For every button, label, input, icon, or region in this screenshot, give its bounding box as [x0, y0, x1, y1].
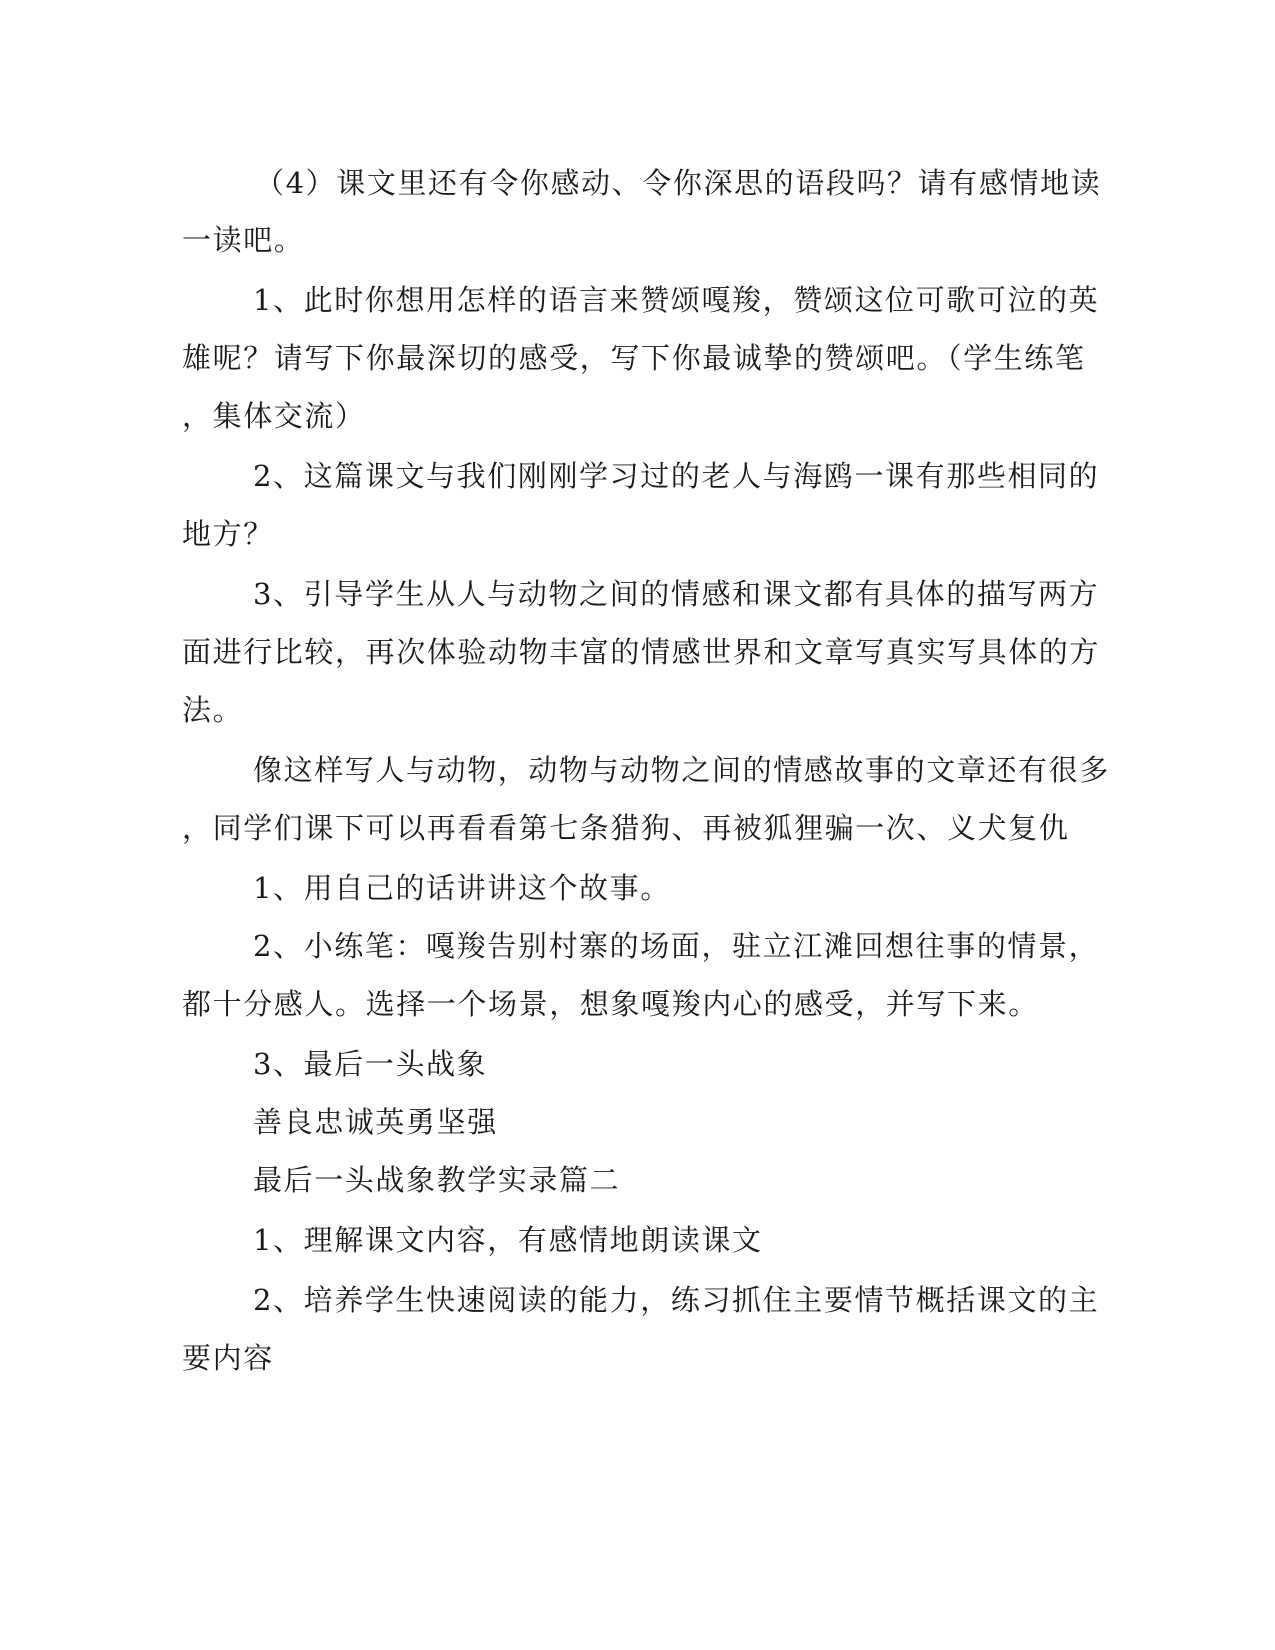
text-line: 最后一头战象教学实录篇二	[253, 1163, 621, 1197]
text-line: 都十分感人。选择一个场景，想象嘎羧内心的感受，并写下来。	[182, 987, 1039, 1021]
text-line: 2、这篇课文与我们刚刚学习过的老人与海鸥一课有那些相同的	[253, 459, 1100, 493]
text-line: 像这样写人与动物，动物与动物之间的情感故事的文章还有很多	[253, 753, 1110, 787]
text-line: 1、用自己的话讲讲这个故事。	[253, 871, 671, 905]
text-line: 要内容	[182, 1341, 274, 1375]
text-line: 1、此时你想用怎样的语言来赞颂嘎羧，赞颂这位可歌可泣的英	[253, 283, 1100, 317]
text-line: 3、引导学生从人与动物之间的情感和课文都有具体的描写两方	[253, 577, 1100, 611]
text-line: 法。	[182, 693, 244, 727]
text-line: 善良忠诚英勇坚强	[253, 1105, 498, 1139]
text-line: 雄呢？请写下你最深切的感受，写下你最诚挚的赞颂吧。（学生练笔	[182, 341, 1086, 375]
text-line: （4）课文里还有令你感动、令你深思的语段吗？请有感情地读	[255, 166, 1102, 200]
text-line: ，集体交流）	[182, 399, 366, 433]
text-line: 2、小练笔：嘎羧告别村寨的场面，驻立江滩回想往事的情景，	[253, 929, 1100, 963]
text-line: 一读吧。	[182, 223, 305, 257]
text-line: 地方？	[182, 517, 274, 551]
text-line: 3、最后一头战象	[253, 1047, 488, 1081]
text-line: 2、培养学生快速阅读的能力，练习抓住主要情节概括课文的主	[253, 1283, 1100, 1317]
text-line: ，同学们课下可以再看看第七条猎狗、再被狐狸骗一次、义犬复仇	[182, 811, 1070, 845]
text-line: 面进行比较，再次体验动物丰富的情感世界和文章写真实写具体的方	[182, 635, 1101, 669]
text-line: 1、理解课文内容，有感情地朗读课文	[253, 1223, 763, 1257]
